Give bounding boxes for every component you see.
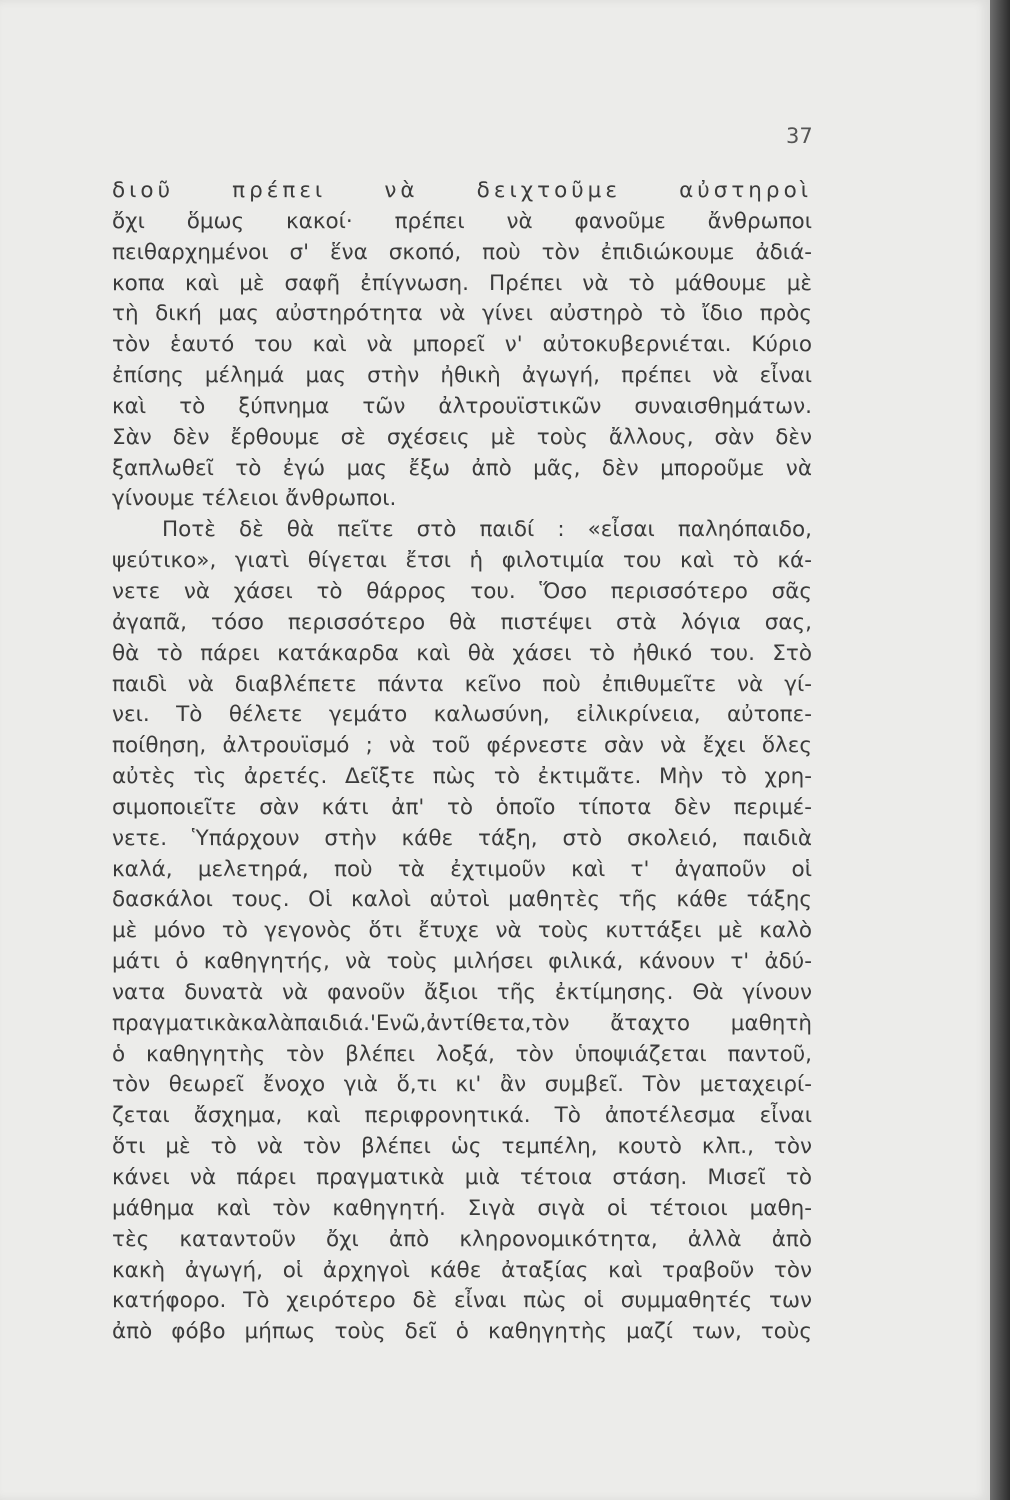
- text-line: ὅτι μὲ τὸ νὰ τὸν βλέπει ὡς τεμπέλη, κουτὸ κλπ., τὸν: [112, 1134, 812, 1160]
- text-line: νετε. Ὑπάρχουν στὴν κάθε τάξη, στὸ σκολειό, παιδιὰ: [112, 825, 812, 851]
- text-line: κακὴ ἀγωγή, οἱ ἀρχηγοὶ κάθε ἀταξίας καὶ τραβοῦν τὸν: [112, 1257, 812, 1283]
- text-line: καλά, μελετηρά, ποὺ τὰ ἐχτιμοῦν καὶ τ' ἀγαποῦν οἱ: [112, 856, 812, 882]
- body-text: [112, 176, 812, 1348]
- text-line: ξαπλωθεῖ τὸ ἐγώ μας ἔξω ἀπὸ μᾶς, δὲν μποροῦμε νὰ: [112, 455, 812, 481]
- page-edge: [990, 0, 1010, 1500]
- text-line: θὰ τὸ πάρει κατάκαρδα καὶ θὰ χάσει τὸ ἠθικό του. Στὸ: [112, 640, 812, 666]
- text-line: νει. Τὸ θέλετε γεμάτο καλωσύνη, εἰλικρίνεια, αὐτοπε-: [112, 702, 812, 728]
- text-line: παιδὶ νὰ διαβλέπετε πάντα κεῖνο ποὺ ἐπιθυμεῖτε νὰ γί-: [112, 671, 812, 697]
- text-line: Ποτὲ δὲ θὰ πεῖτε στὸ παιδί : «εἶσαι παληόπαιδο,: [162, 517, 812, 543]
- text-line: ὄχι ὅμως κακοί· πρέπει νὰ φανοῦμε ἄνθρωποι: [112, 208, 812, 234]
- text-line: Σὰν δὲν ἔρθουμε σὲ σχέσεις μὲ τοὺς ἄλλους, σὰν δὲν: [112, 424, 812, 450]
- text-line: τὸν ἑαυτό του καὶ νὰ μπορεῖ ν' αὐτοκυβερνιέται. Κύριο: [112, 332, 812, 358]
- text-line: τὲς καταντοῦν ὄχι ἀπὸ κληρονομικότητα, ἀλλὰ ἀπὸ: [112, 1226, 812, 1252]
- text-line: ὁ καθηγητὴς τὸν βλέπει λοξά, τὸν ὑποψιάζεται παντοῦ,: [112, 1041, 812, 1067]
- text-line: κατήφορο. Τὸ χειρότερο δὲ εἶναι πὼς οἱ συμμαθητές των: [112, 1288, 812, 1314]
- text-line: κάνει νὰ πάρει πραγματικὰ μιὰ τέτοια στάση. Μισεῖ τὸ: [112, 1165, 812, 1190]
- text-line: ἐπίσης μέλημά μας στὴν ἠθικὴ ἀγωγή, πρέπει νὰ εἶναι: [112, 363, 812, 389]
- text-line: κοπα καὶ μὲ σαφῆ ἐπίγνωση. Πρέπει νὰ τὸ μάθουμε μὲ: [112, 270, 812, 296]
- text-line: σιμοποιεῖτε σὰν κάτι ἀπ' τὸ ὁποῖο τίποτα δὲν περιμέ-: [112, 794, 812, 820]
- text-line: αὐτὲς τὶς ἀρετές. Δεῖξτε πὼς τὸ ἐκτιμᾶτε. Μὴν τὸ χρη-: [112, 764, 812, 790]
- text-line: ποίθηση, ἀλτρουϊσμό ; νὰ τοῦ φέρνεστε σὰν νὰ ἔχει ὅλες: [112, 733, 812, 759]
- text-line: ἀγαπᾶ, τόσο περισσότερο θὰ πιστέψει στὰ λόγια σας,: [112, 609, 812, 635]
- text-line: δασκάλοι τους. Οἱ καλοὶ αὐτοὶ μαθητὲς τῆς κάθε τάξης: [112, 887, 812, 913]
- text-line: ἀπὸ φόβο μήπως τοὺς δεῖ ὁ καθηγητὴς μαζί των, τοὺς: [112, 1319, 812, 1345]
- text-line: πραγματικὰκαλὰπαιδιά.'Ενῶ,ἀντίθετα,τὸν ἄταχτο μαθητὴ: [112, 1010, 812, 1036]
- page-number: 37: [786, 124, 813, 148]
- text-line: μάθημα καὶ τὸν καθηγητή. Σιγὰ σιγὰ οἱ τέτοιοι μαθη-: [112, 1195, 812, 1221]
- text-line: πειθαρχημένοι σ' ἕνα σκοπό, ποὺ τὸν ἐπιδιώκουμε ἀδιά-: [112, 239, 812, 265]
- text-line: ψεύτικο», γιατὶ θίγεται ἔτσι ἡ φιλοτιμία του καὶ τὸ κά-: [112, 548, 812, 574]
- text-line: τὸν θεωρεῖ ἔνοχο γιὰ ὅ,τι κι' ἂν συμβεῖ. Τὸν μεταχειρί-: [112, 1072, 812, 1098]
- text-line: καὶ τὸ ξύπνημα τῶν ἀλτρουϊστικῶν συναισθημάτων.: [112, 393, 812, 419]
- text-line: μάτι ὁ καθηγητής, νὰ τοὺς μιλήσει φιλικά, κάνουν τ' ἀδύ-: [112, 949, 812, 975]
- text-line: νετε νὰ χάσει τὸ θάρρος του. Ὅσο περισσότερο σᾶς: [112, 578, 812, 604]
- text-line: γίνουμε τέλειοι ἄνθρωποι.: [112, 486, 397, 512]
- text-line: μὲ μόνο τὸ γεγονὸς ὅτι ἔτυχε νὰ τοὺς κυττάξει μὲ καλὸ: [112, 918, 812, 944]
- text-line: τὴ δική μας αὐστηρότητα νὰ γίνει αὐστηρὸ τὸ ἴδιο πρὸς: [112, 301, 812, 327]
- text-line: διοῦ πρέπει νὰ δειχτοῦμε αὐστηροὶ: [112, 178, 812, 203]
- text-line: νατα δυνατὰ νὰ φανοῦν ἄξιοι τῆς ἐκτίμησης. Θὰ γίνουν: [112, 979, 812, 1005]
- text-line: ζεται ἄσχημα, καὶ περιφρονητικά. Τὸ ἀποτέλεσμα εἶναι: [112, 1103, 812, 1129]
